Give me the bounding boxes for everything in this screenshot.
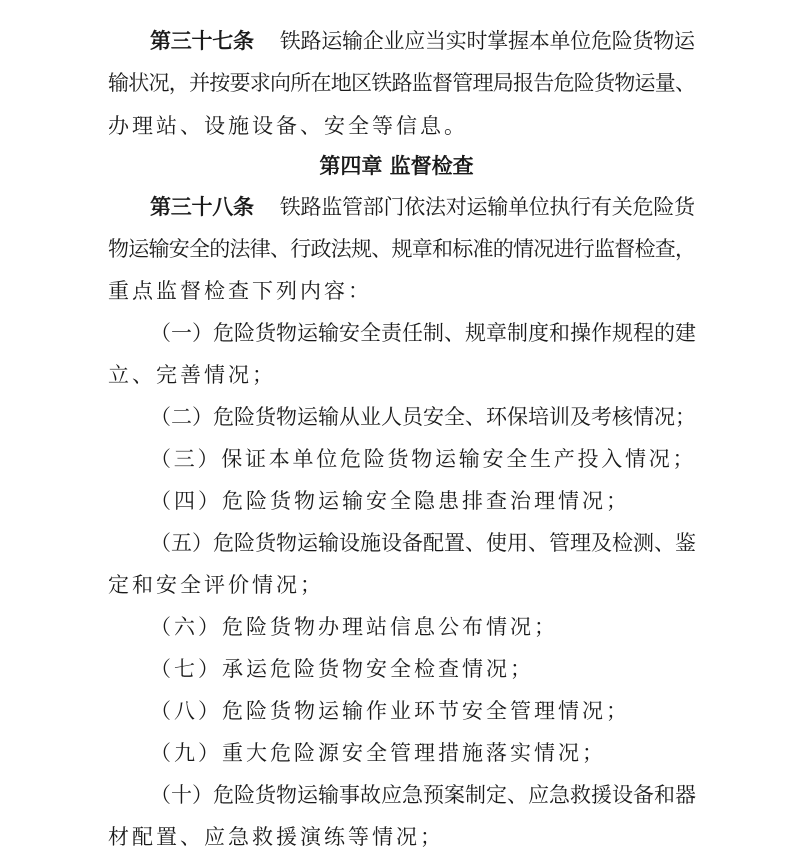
article-38-text-2: 物运输安全的法律、行政法规、规章和标准的情况进行监督检查， [108,237,696,261]
item-1-line-1: （一）危险货物运输安全责任制、规章制度和操作规程的建 [150,321,696,345]
item-5-line-2: 定和安全评价情况； [108,573,324,597]
article-37-text-3: 办理站、设施设备、安全等信息。 [108,114,468,138]
item-3: （三）保证本单位危险货物运输安全生产投入情况； [150,447,697,471]
article-38-text-3: 重点监督检查下列内容： [108,279,372,303]
item-8: （八）危险货物运输作业环节安全管理情况； [150,699,630,723]
article-37-label: 第三十七条 [150,29,254,53]
article-37-first-line [150,28,695,54]
item-4: （四）危险货物运输安全隐患排查治理情况； [150,489,630,513]
item-5-line-1: （五）危险货物运输设施设备配置、使用、管理及检测、鉴 [150,531,696,555]
article-38-text-1: 铁路监管部门依法对运输单位执行有关危险货 [279,195,695,219]
item-1-line-2: 立、完善情况； [108,363,276,387]
article-37-text-1: 铁路运输企业应当实时掌握本单位危险货物运 [279,29,695,53]
item-2: （二）危险货物运输从业人员安全、环保培训及考核情况； [150,405,696,429]
item-10-line-1: （十）危险货物运输事故应急预案制定、应急救援设备和器 [150,783,696,807]
item-6: （六）危险货物办理站信息公布情况； [150,615,558,639]
chapter-title: 第四章 监督检查 [319,154,474,178]
article-37-text-2: 输状况，并按要求向所在地区铁路监督管理局报告危险货物运量、 [108,71,696,95]
item-10-line-2: 材配置、应急救援演练等情况； [108,825,444,849]
item-7: （七）承运危险货物安全检查情况； [150,657,534,681]
article-38-label: 第三十八条 [150,195,254,219]
article-38-first-line [150,194,695,220]
item-9: （九）重大危险源安全管理措施落实情况； [150,741,606,765]
